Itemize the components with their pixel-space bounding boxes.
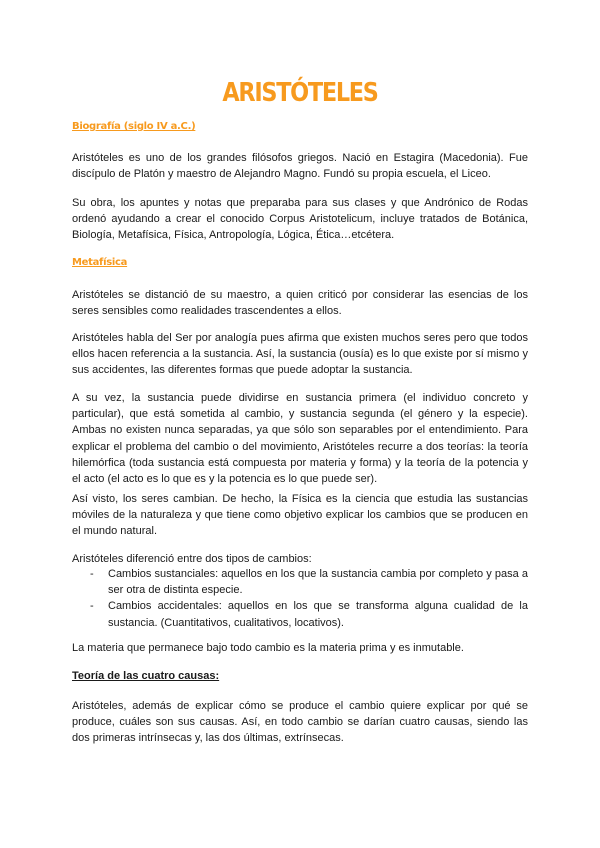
- section-heading-metafisica: Metafísica: [72, 257, 128, 268]
- list-item: [72, 566, 528, 598]
- list-item-text: Cambios sustanciales: aquellos en los que la sustancia cambia por completo y pasa a ser otra de distinta especie.: [108, 568, 528, 597]
- section-heading-biografia: Biografía (siglo IV a.C.): [72, 121, 196, 132]
- bullet-dash: -: [90, 600, 94, 613]
- paragraph-metafisica-6: La materia que permanece bajo todo cambio es la materia prima y es inmutable.: [72, 642, 464, 654]
- paragraph-biografia-2: Su obra, los apuntes y notas que preparaba para sus clases y que Andrónico de Rodas ordenó ayudando a crear el conocido Corpus Aristotelicum, incluye tratados de Botánica, Biología, Metafísica, Física, Antropología, Lógica, Ética…etcétera.: [72, 197, 528, 242]
- paragraph-metafisica-4: Así visto, los seres cambian. De hecho, la Física es la ciencia que estudia las sustancias móviles de la naturaleza y que tiene como objetivo explicar los cambios que se producen en el mundo natural.: [72, 493, 528, 538]
- paragraph-causas-1: Aristóteles, además de explicar cómo se produce el cambio quiere explicar por qué se produce, cuáles son sus causas. Así, en todo cambio se darían cuatro causas, siendo las dos primeras intrínsecas y, las dos últimas, extrínsecas.: [72, 700, 528, 745]
- paragraph-metafisica-1: Aristóteles se distanció de su maestro, a quien criticó por considerar las esencias de los seres sensibles como realidades trascendentes a ellos.: [72, 289, 528, 318]
- bullet-dash: -: [90, 568, 94, 580]
- change-types-list: [72, 566, 528, 631]
- paragraph-biografia-1: Aristóteles es uno de los grandes filósofos griegos. Nació en Estagira (Macedonia). Fue discípulo de Platón y maestro de Alejandro Magno. Fundó su propia escuela, el Liceo.: [72, 152, 528, 181]
- list-item-text: Cambios accidentales: aquellos en los que se transforma alguna cualidad de la sustancia. (Cuantitativos, cualitativos, locativos).: [108, 600, 528, 629]
- paragraph-metafisica-2: Aristóteles habla del Ser por analogía pues afirma que existen muchos seres pero que todos ellos hacen referencia a la sustancia. Así, la sustancia (ousía) es lo que existe por sí mismo y sus accidentes, las diferentes formas que puede adoptar la sustancia.: [72, 332, 528, 377]
- document-title: ARISTÓTELES: [222, 78, 378, 108]
- list-item: [72, 598, 528, 630]
- paragraph-metafisica-5: Aristóteles diferenció entre dos tipos de cambios:: [72, 553, 312, 565]
- paragraph-metafisica-3: A su vez, la sustancia puede dividirse en sustancia primera (el individuo concreto y particular), que está sometida al cambio, y sustancia segunda (el género y la especie). Ambas no existen nunca separadas, ya que sólo son separables por el entendimiento. Para explicar el problema del cambio o del movimiento, Aristóteles recurre a dos teorías: la teoría hilemórfica (toda sustancia está compuesta por materia y forma) y la teoría de la potencia y el acto (el acto es lo que es y la potencia es lo que puede ser).: [72, 392, 528, 486]
- section-heading-causas: Teoría de las cuatro causas:: [72, 670, 220, 682]
